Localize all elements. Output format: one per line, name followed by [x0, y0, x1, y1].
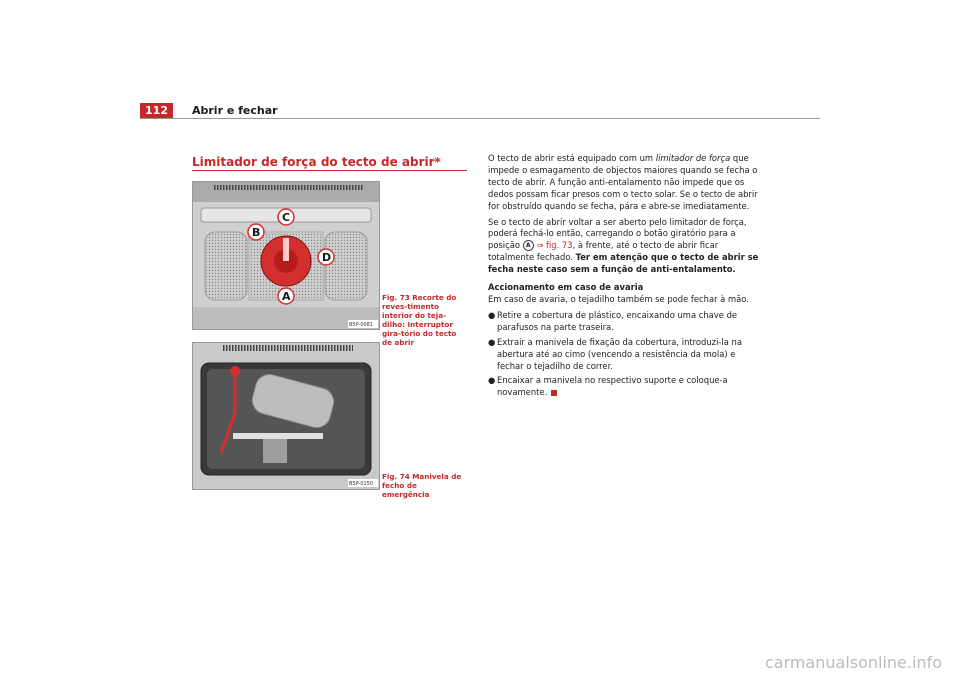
section-title: Limitador de força do tecto de abrir*: [192, 155, 441, 169]
header-divider: [140, 118, 820, 119]
figure-73-code: B5P-0081: [349, 322, 374, 328]
page-number: 112: [140, 103, 173, 118]
figure-74-emergency-crank: [192, 342, 380, 490]
list-item: ● Retire a cobertura de plástico, encaixando uma chave de parafusos na parte traseira.: [488, 309, 738, 332]
label-a: A: [282, 290, 291, 303]
list-item: ● Encaixar a manivela no respectivo suporte e coloque-a novamente.: [488, 375, 728, 398]
section-divider: [192, 170, 467, 171]
paragraph-1: O tecto de abrir está equipado com um limitador de força que impede o esmagamento de objectos maiores quando se fecha o tecto de abrir. A função anti-entalamento não impede que os dedos possam ficar presos com o tecto solar. Se o tecto de abrir for obstruído quando se fecha, pára e abre-se imediatamente.: [488, 153, 758, 211]
figure-74-caption: Fig. 74 Manivela de fecho de emergência: [382, 472, 462, 499]
body-text: [488, 153, 764, 402]
figure-73-illustration: [193, 182, 379, 329]
subhead-emergency: Accionamento em caso de avaria: [488, 282, 644, 293]
figure-73-sunroof-switch: [192, 181, 380, 330]
section-end-icon: [551, 390, 557, 396]
figure-74-illustration: [193, 343, 379, 489]
bullet-icon: ●: [488, 336, 496, 347]
label-d: D: [322, 251, 332, 264]
fig-73-link[interactable]: ⇒ fig. 73: [536, 240, 573, 251]
bullet-icon: ●: [488, 309, 496, 320]
figure-73-caption: Fig. 73 Recorte do reves-timento interior do teja-dilho: Interruptor gira-tório do tecto de abrir: [382, 293, 457, 347]
chapter-title: Abrir e fechar: [192, 104, 278, 117]
list-item: ● Extrair a manivela de fixação da cobertura, introduzi-la na abertura até ao cimo (vencendo a resistência da mola) e fechar o tejadilho de correr.: [488, 336, 742, 371]
paragraph-3: Em caso de avaria, o tejadilho também se pode fechar à mão.: [488, 293, 749, 304]
figure-74-code: B5P-0150: [349, 481, 374, 487]
label-b: B: [252, 226, 261, 239]
bullet-icon: ●: [488, 375, 496, 386]
label-c: C: [282, 211, 291, 224]
paragraph-2: Se o tecto de abrir voltar a ser aberto pelo limitador de força, poderá fechá-lo então, carregando o botão giratório para a posição A ⇒ fig. 73, à frente, até o tecto de abrir ficar totalmente fechado. Ter em atenção que o tecto de abrir se fecha neste caso sem a função de anti-entalamento.: [488, 216, 759, 275]
position-a-icon: A: [523, 240, 534, 251]
watermark: carmanualsonline.info: [764, 653, 942, 672]
